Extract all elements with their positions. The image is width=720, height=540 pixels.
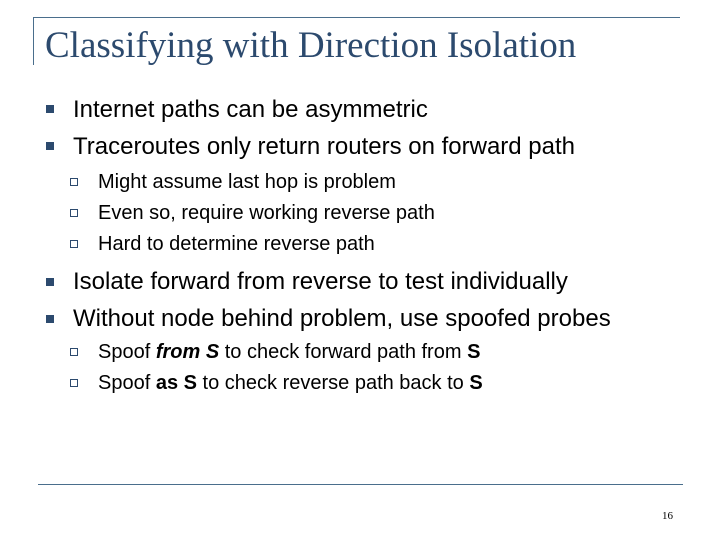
sub-bullet-marker-icon [70, 209, 78, 217]
sub-bullet-marker-icon [70, 240, 78, 248]
sub-bullet-text: Hard to determine reverse path [98, 233, 375, 255]
bullet-marker-icon [46, 278, 54, 286]
spoof-item-end: S [469, 372, 483, 394]
footer-rule [38, 484, 683, 485]
title-frame-vertical [33, 17, 34, 65]
bullet-marker-icon [46, 315, 54, 323]
bullet-marker-icon [46, 105, 54, 113]
spoof-item-prefix: Spoof [98, 372, 156, 394]
spoof-item [98, 373, 483, 393]
bullet-text: Without node behind problem, use spoofed probes [73, 305, 611, 332]
spoof-item-emphasis: from S [155, 341, 220, 363]
sub-bullet-text: Might assume last hop is problem [98, 171, 396, 193]
sub-bullet-marker-icon [70, 379, 78, 387]
slide-title: Classifying with Direction Isolation [45, 25, 577, 66]
sub-bullet-marker-icon [70, 348, 78, 356]
spoof-item-emphasis: as S [155, 372, 197, 394]
spoof-item-prefix: Spoof [98, 341, 156, 363]
sub-bullet-text: Even so, require working reverse path [98, 202, 435, 224]
bullet-text: Traceroutes only return routers on forward path [73, 133, 576, 160]
page-number: 16 [662, 510, 673, 522]
bullet-text: Internet paths can be asymmetric [73, 96, 428, 123]
title-frame-top [33, 17, 680, 18]
bullet-text: Isolate forward from reverse to test individually [73, 268, 568, 295]
sub-bullet-marker-icon [70, 178, 78, 186]
spoof-item [98, 342, 480, 362]
spoof-item-middle: to check forward path from [219, 341, 468, 363]
spoof-item-middle: to check reverse path back to [196, 372, 470, 394]
spoof-item-end: S [467, 341, 481, 363]
bullet-marker-icon [46, 142, 54, 150]
